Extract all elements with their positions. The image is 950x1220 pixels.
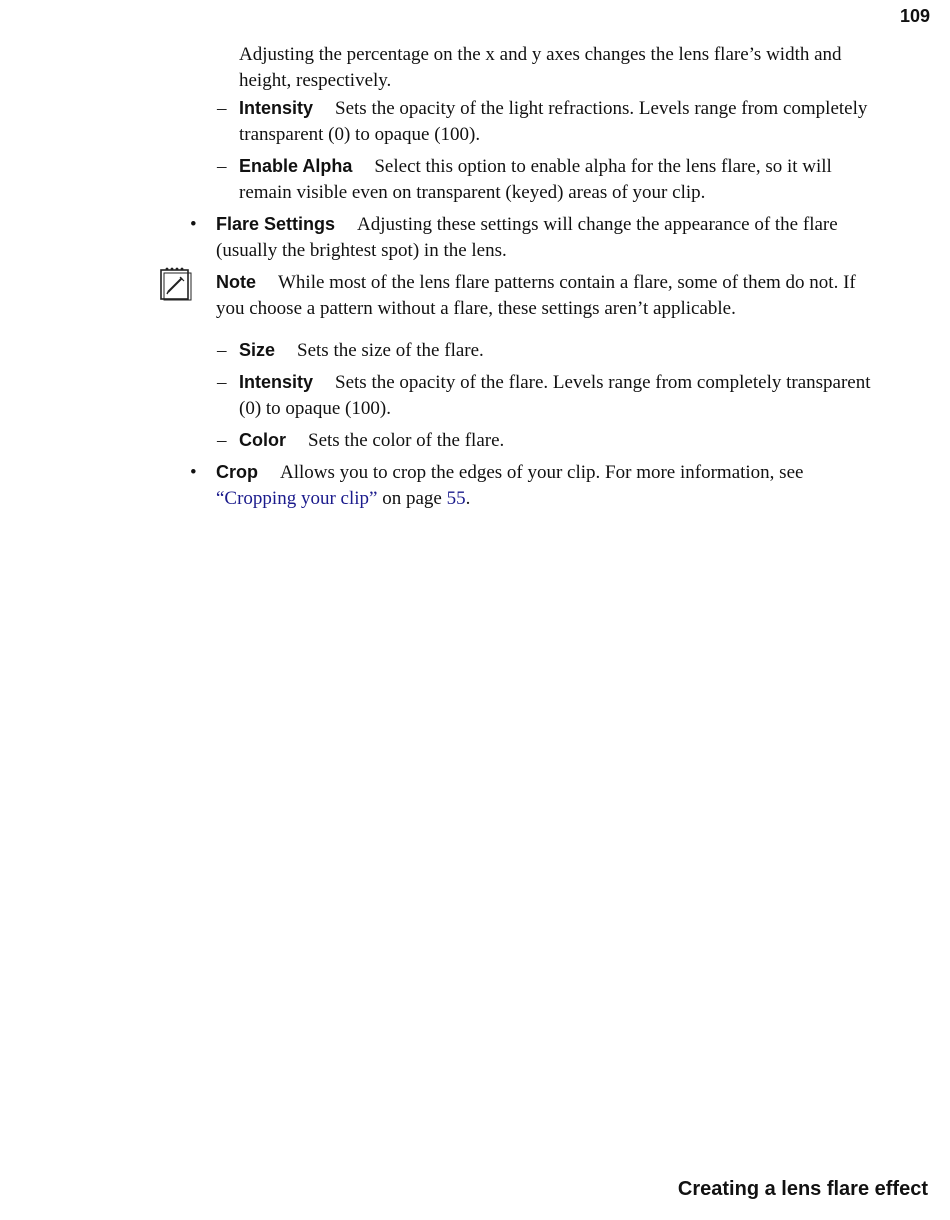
dash-marker: – bbox=[217, 98, 227, 119]
flare-settings-description: Adjusting these settings will change the appearance of the flare (usually the brightest spot) in the lens. bbox=[216, 214, 838, 261]
intro-text: Adjusting the percentage on the x and y axes changes the lens flare’s width and height, respectively. bbox=[239, 44, 842, 91]
page-number: 109 bbox=[899, 6, 930, 26]
size-description: Sets the size of the flare. bbox=[297, 340, 484, 361]
dash-marker: – bbox=[217, 430, 227, 451]
page-55-link[interactable]: 55 bbox=[446, 487, 466, 509]
term-intensity: Intensity bbox=[239, 98, 314, 118]
crop-description-middle: on page bbox=[377, 487, 447, 509]
intro-paragraph bbox=[239, 42, 879, 93]
list-item-intensity-flare bbox=[217, 370, 879, 421]
note-pad-icon bbox=[158, 266, 192, 302]
term-flare-settings: Flare Settings bbox=[216, 214, 336, 234]
list-item-crop bbox=[190, 460, 876, 511]
cropping-your-clip-link[interactable]: “Cropping your clip” bbox=[216, 487, 378, 509]
note-block bbox=[216, 270, 876, 321]
crop-description-end: . bbox=[465, 487, 471, 509]
dash-marker: – bbox=[217, 340, 227, 361]
intensity-description: Sets the opacity of the light refractions. Levels range from completely transparent (0) to opaque (100). bbox=[239, 98, 868, 145]
term-color: Color bbox=[239, 430, 286, 450]
list-item-size bbox=[217, 338, 879, 364]
crop-description: Allows you to crop the edges of your clip. For more information, see bbox=[280, 462, 804, 483]
dash-marker: – bbox=[217, 156, 227, 177]
footer-section-title: Creating a lens flare effect bbox=[677, 1178, 928, 1200]
list-item-enable-alpha bbox=[217, 154, 879, 205]
dash-marker: – bbox=[217, 372, 227, 393]
list-item-intensity-refractions bbox=[217, 96, 879, 147]
term-size: Size bbox=[239, 340, 276, 360]
note-text: While most of the lens flare patterns contain a flare, some of them do not. If you choose a pattern without a flare, these settings aren’t applicable. bbox=[216, 272, 856, 319]
bullet-marker: • bbox=[190, 214, 197, 235]
term-enable-alpha: Enable Alpha bbox=[239, 156, 353, 176]
term-intensity: Intensity bbox=[239, 372, 314, 392]
color-description: Sets the color of the flare. bbox=[308, 430, 505, 451]
enable-alpha-description: Select this option to enable alpha for the lens flare, so it will remain visible even on transparent (keyed) areas of your clip. bbox=[239, 156, 832, 203]
list-item-flare-settings bbox=[190, 212, 876, 263]
term-note: Note bbox=[216, 272, 256, 292]
bullet-marker: • bbox=[190, 462, 197, 483]
term-crop: Crop bbox=[216, 462, 258, 482]
list-item-color bbox=[217, 428, 879, 454]
intensity-flare-description: Sets the opacity of the flare. Levels range from completely transparent (0) to opaque (100). bbox=[239, 372, 871, 419]
